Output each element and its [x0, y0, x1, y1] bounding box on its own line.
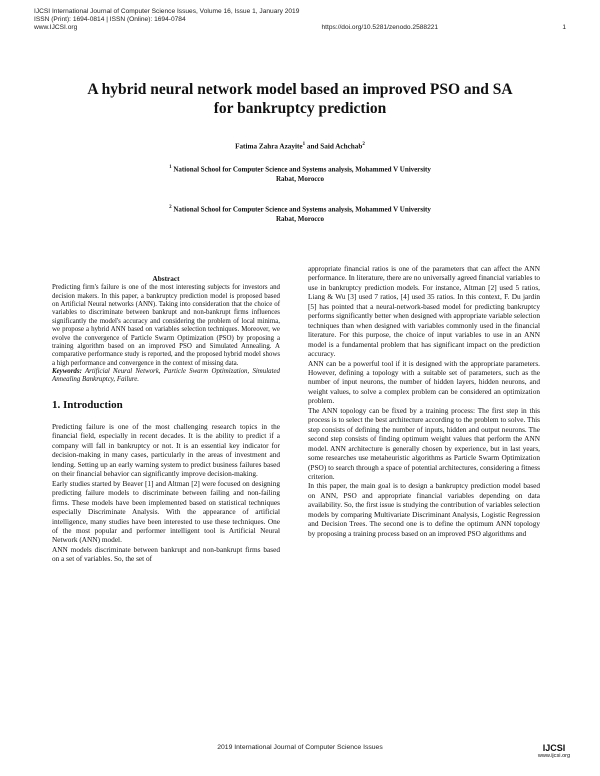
keywords-label: Keywords:: [52, 367, 82, 375]
affil-1-line-1: National School for Computer Science and Systems analysis, Mohammed V University: [171, 165, 431, 174]
right-para-3: The ANN topology can be fixed by a training process: The first step in this process is to select the best architecture according to the problem to solve. This step consists of defining the number of inputs, hidden and output neurons. The second step consists of finding optimum weight values that perform the ANN model. ANN architecture is generally chosen by experience, but in last years, some researches use metaheuristic algorithms as Particle Swarm Optimization (PSO) to search through a space of potential architectures, considering a fitness criterion.: [308, 405, 540, 481]
logo-mark: IJCSI: [542, 743, 566, 753]
intro-para-1: Predicting failure is one of the most challenging research topics in the financial field, especially in recent decades. It is the ability to predict if a company will fall in bankruptcy or not. It is an essential key indicator for decision-making in many cases, particularly in the areas of investment and lending. Setting up an early warning system to predict business failures based on their financial behavior can significantly improve decision-making.: [52, 422, 280, 479]
right-para-2: ANN can be a powerful tool if it is designed with the appropriate parameters. However, defining a topology with a suitable set of parameters, such as the number of input neurons, the number of hidden layers, hidden neurons, and weight values, to solve a complex problem can be considered an optimization problem.: [308, 358, 540, 406]
abstract-text: Predicting firm's failure is one of the most interesting subjects for investors and decision makers. In this paper, a bankruptcy prediction model is proposed based on Artificial Neural networks (ANN). Taking into consideration that the choice of variables to discriminate between bankrupt and non-bankrupt firms influences significantly the model's accuracy and considering the problem of local minima, we propose a hybrid ANN based on variables selection techniques. Moreover, we evolve the convergence of Particle Swarm Optimization (PSO) by proposing a training algorithm based on an improved PSO and Simulated Annealing. A comparative performance study is reported, and the proposed hybrid model shows a high performance and convergence in the context of missing data.: [52, 284, 280, 367]
authors: [34, 142, 566, 150]
section-1-heading: 1. Introduction: [52, 398, 123, 411]
ijcsi-logo: [534, 744, 574, 759]
affil-2-sup: 2: [169, 205, 172, 210]
journal-line: IJCSI International Journal of Computer Science Issues, Volume 16, Issue 1, January 2019: [34, 8, 300, 15]
right-column: [308, 264, 540, 538]
right-para-1: appropriate financial ratios is one of the parameters that can affect the ANN performance. In literature, there are no universally agreed financial variables to use in bankruptcy prediction models. For instance, Altman [2] used 5 ratios, Liang & Wu [3] used 7 ratios, [4] used 35 ratios. In this context, F. Du jardin [5] has pointed that a neural-network-based model for predicting bankruptcy performs significantly better when designed with appropriate variable selection techniques than when designed with variables commonly used in the financial literature. For this purpose, the choice of input variables to use in an ANN model is a fundamental problem that has significant impact on the prediction accuracy.: [308, 264, 540, 359]
title-line-2: for bankruptcy prediction: [213, 100, 387, 117]
page-footer: 2019 International Journal of Computer Science Issues: [217, 744, 383, 751]
keywords-text: Artificial Neural Network, Particle Swarm Optimization, Simulated Annealing Bankruptcy, Failure.: [52, 367, 280, 384]
author-and: and: [305, 142, 321, 151]
page-number: 1: [562, 24, 566, 32]
issn-line: ISSN (Print): 1694-0814 | ISSN (Online): 1694-0784: [34, 16, 186, 24]
author-1: Fatima Zahra Azayite: [235, 142, 303, 151]
title-line-1: A hybrid neural network model based an improved PSO and SA: [87, 81, 513, 98]
affil-1-sup: 1: [169, 165, 172, 170]
keywords: [52, 368, 280, 385]
logo-url[interactable]: www.ijcsi.org: [537, 753, 571, 759]
author-2: Said Achchab: [320, 142, 363, 151]
affil-2-line-2: Rabat, Morocco: [275, 214, 325, 223]
affiliation-2: [34, 203, 566, 225]
intro-para-3: ANN models discriminate between bankrupt and non-bankrupt firms based on a set of variables. So, the set of: [52, 544, 280, 564]
paper-title: [34, 80, 566, 118]
running-header: [34, 8, 566, 33]
author-2-sup: 2: [362, 142, 365, 147]
affiliation-1: [34, 163, 566, 185]
affil-1-line-2: Rabat, Morocco: [275, 174, 325, 183]
site-link[interactable]: www.IJCSI.org: [34, 24, 78, 32]
intro-para-2: Early studies started by Beaver [1] and Altman [2] were focused on designing predicting failure models to discriminate between failing and non-failing firms. These models have been implemented based on statistical techniques especially Discriminate Analysis. With the appearance of artificial intelligence, many studies have been interested to use these techniques. One of the most popular and performer intelligent tool is Artificial Neural Network (ANN) model.: [52, 478, 280, 545]
left-column: [52, 274, 280, 564]
author-1-sup: 1: [302, 142, 306, 147]
right-para-4: In this paper, the main goal is to design a bankruptcy prediction model based on ANN, PSO and appropriate financial variables depending on data availability. So, the first issue is studying the contribution of variables selection models by comparing Multivariate Discriminant Analysis, Logistic Regression and Decision Trees. The second one is to define the optimum ANN topology by proposing a training process based on an improved PSO algorithms and: [308, 481, 540, 538]
abstract-heading: Abstract: [152, 274, 180, 283]
affil-2-line-1: National School for Computer Science and Systems analysis, Mohammed V University: [171, 205, 431, 214]
doi-link[interactable]: https://doi.org/10.5281/zenodo.2588221: [321, 24, 439, 32]
